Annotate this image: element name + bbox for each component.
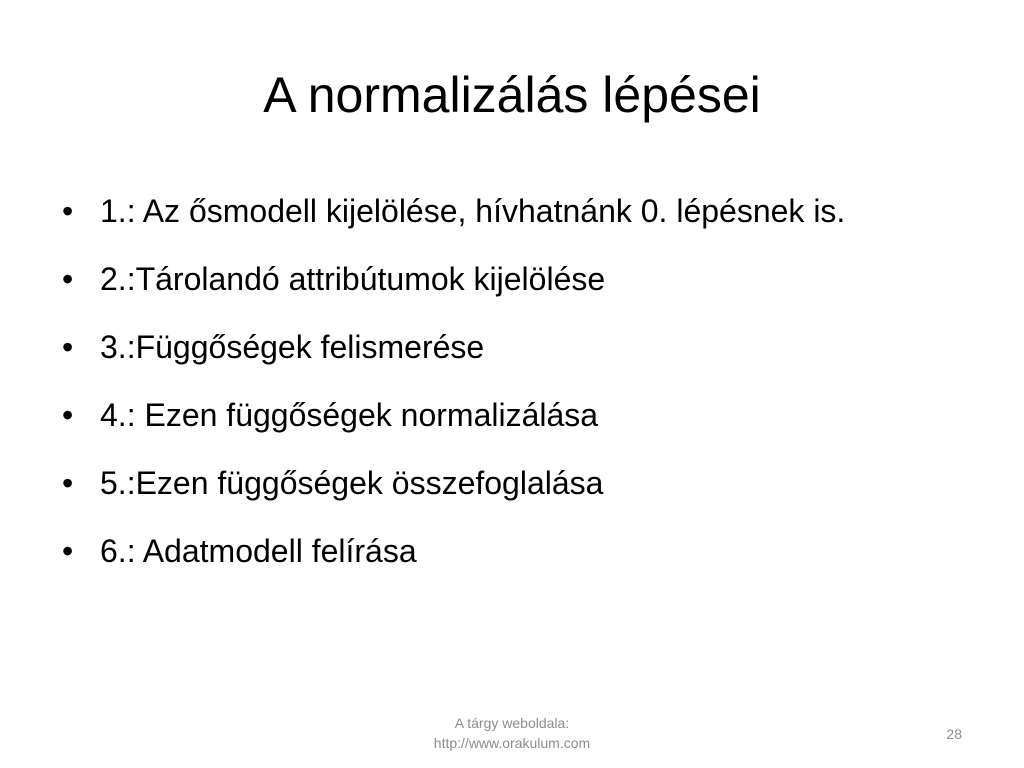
bullet-icon: • <box>62 465 74 501</box>
bullet-item-2 <box>58 258 918 301</box>
bullet-icon: • <box>62 261 74 297</box>
bullet-item-1 <box>58 190 918 233</box>
bullet-text: 1.: Az ősmodell kijelölése, hívhatnánk 0. lépésnek is. <box>100 193 846 229</box>
bullet-icon: • <box>62 397 74 433</box>
bullet-item-3 <box>58 326 918 369</box>
bullet-text: 5.:Ezen függőségek összefoglalása <box>100 465 604 501</box>
bullet-text: 6.: Adatmodell felírása <box>100 533 417 569</box>
bullet-icon: • <box>62 193 74 229</box>
bullet-icon: • <box>62 329 74 365</box>
page-number: 28 <box>946 726 962 742</box>
footer-label: A tárgy weboldala: <box>454 715 570 731</box>
bullet-list <box>58 190 918 598</box>
bullet-item-6 <box>58 530 918 573</box>
footer-link: http://www.orakulum.com <box>433 735 591 751</box>
bullet-text: 3.:Függőségek felismerése <box>100 329 485 365</box>
bullet-icon: • <box>62 533 74 569</box>
bullet-text: 4.: Ezen függőségek normalizálása <box>100 397 599 433</box>
slide-title: A normalizálás lépései <box>263 67 761 123</box>
bullet-item-4 <box>58 394 918 437</box>
bullet-item-5 <box>58 462 918 505</box>
bullet-text: 2.:Tárolandó attribútumok kijelölése <box>100 261 606 297</box>
footer <box>362 713 662 753</box>
